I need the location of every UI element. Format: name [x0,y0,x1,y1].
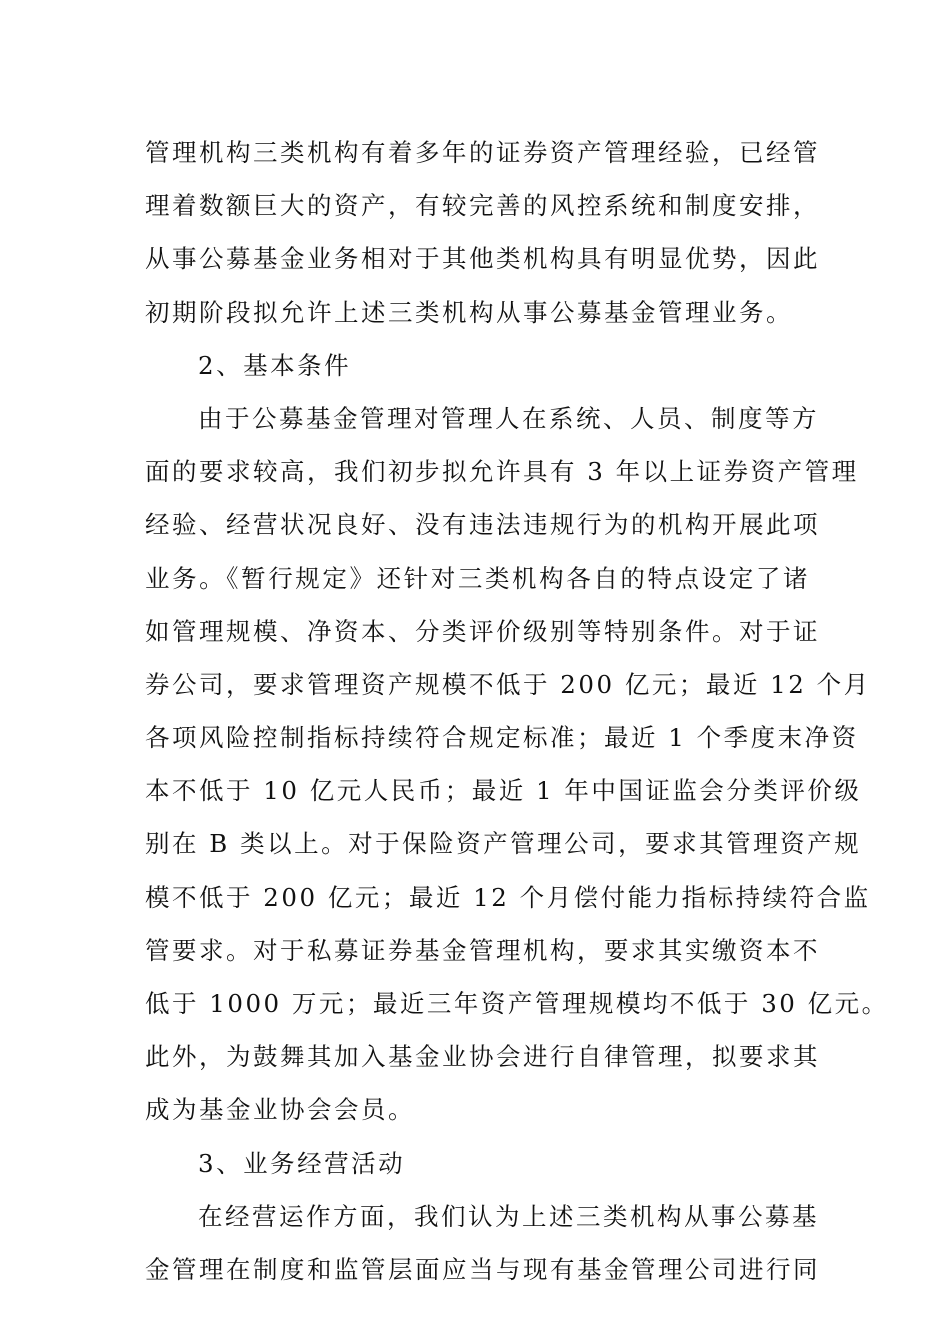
paragraph-line: 别在 B 类以上。对于保险资产管理公司，要求其管理资产规 [145,829,862,859]
paragraph-line: 如管理规模、净资本、分类评价级别等特别条件。对于证 [145,616,820,646]
paragraph-line: 经验、经营状况良好、没有违法违规行为的机构开展此项 [145,510,820,540]
paragraph-line: 金管理在制度和监管层面应当与现有基金管理公司进行同 [145,1254,820,1284]
paragraph-line: 在经营运作方面，我们认为上述三类机构从事公募基 [198,1201,819,1231]
paragraph-line: 此外，为鼓舞其加入基金业协会进行自律管理，拟要求其 [145,1042,820,1072]
paragraph-line: 管理机构三类机构有着多年的证券资产管理经验，已经管 [145,138,820,167]
paragraph-line: 券公司，要求管理资产规模不低于 200 亿元；最近 12 个月 [145,669,871,699]
paragraph-line: 模不低于 200 亿元；最近 12 个月偿付能力指标持续符合监 [145,882,871,912]
section-heading-business-operations: 3、业务经营活动 [198,1148,406,1178]
paragraph-line: 成为基金业协会会员。 [145,1095,415,1125]
paragraph-line: 理着数额巨大的资产，有较完善的风控系统和制度安排， [145,191,820,221]
paragraph-line: 各项风险控制指标持续符合规定标准；最近 1 个季度末净资 [145,723,859,753]
document-body [145,126,889,1296]
section-heading-basic-conditions: 2、基本条件 [198,350,352,380]
paragraph-line: 业务。《暂行规定》还针对三类机构各自的特点设定了诸 [145,563,810,593]
paragraph-line: 低于 1000 万元；最近三年资产管理规模均不低于 30 亿元。 [145,989,889,1018]
paragraph-line: 初期阶段拟允许上述三类机构从事公募基金管理业务。 [145,297,793,327]
paragraph-line: 管要求。对于私募证券基金管理机构，要求其实缴资本不 [145,935,820,965]
paragraph-line: 面的要求较高，我们初步拟允许具有 3 年以上证券资产管理 [145,457,859,487]
paragraph-line: 由于公募基金管理对管理人在系统、人员、制度等方 [198,403,819,433]
paragraph-line: 本不低于 10 亿元人民币；最近 1 年中国证监会分类评价级 [145,776,862,806]
paragraph-line: 从事公募基金业务相对于其他类机构具有明显优势，因此 [145,244,820,274]
